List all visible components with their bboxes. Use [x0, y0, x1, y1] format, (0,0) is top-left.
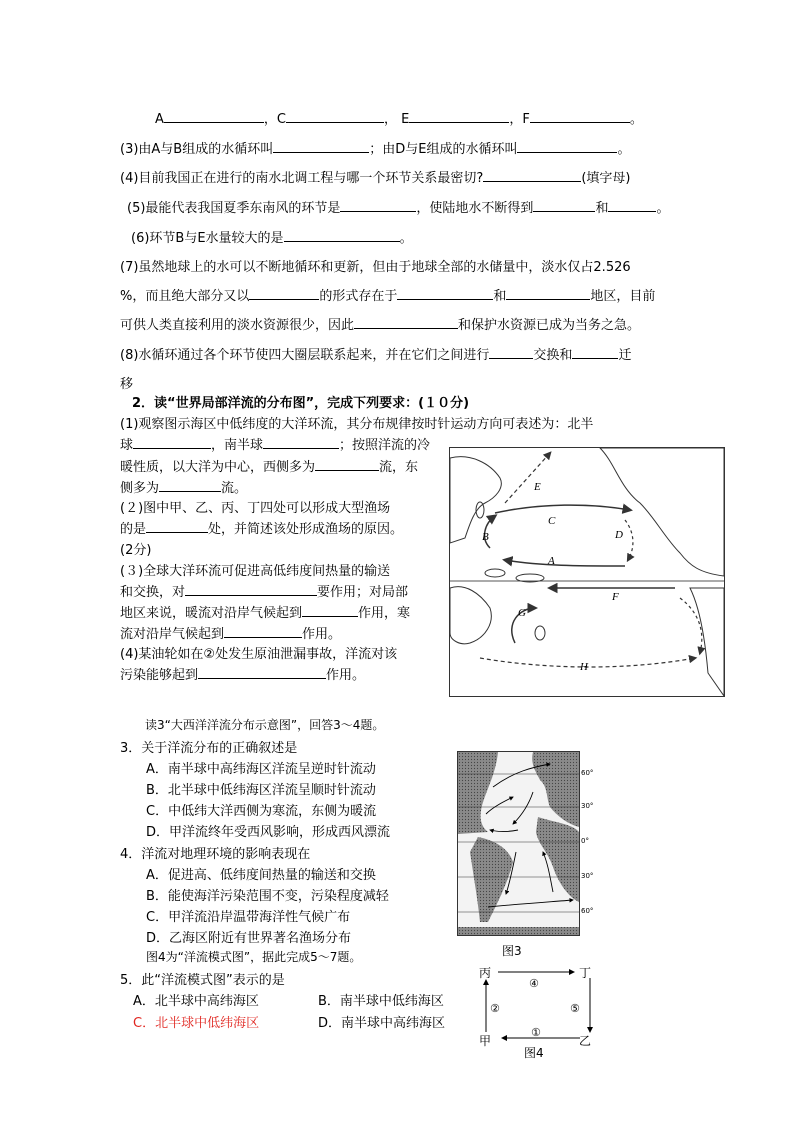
blank-7b[interactable]	[397, 287, 493, 300]
blank-5a[interactable]	[340, 199, 416, 212]
map-label-b: B	[482, 531, 489, 543]
pacific-currents-map	[449, 447, 725, 697]
q3-option-a[interactable]: A．南半球中高纬海区洋流呈逆时针流动	[146, 762, 376, 777]
lat-label: 60°	[581, 769, 594, 777]
q2-s3-line4: 流对沿岸气候起到 作用。	[120, 627, 342, 642]
current-c	[495, 505, 630, 513]
q2-s2-line3: (2分)	[120, 543, 152, 558]
blank-6[interactable]	[284, 229, 400, 242]
q2-s4-line1: (4)某油轮如在②处发生原油泄漏事故，洋流对该	[120, 647, 398, 662]
q5-option-b[interactable]: B．南半球中低纬海区	[318, 994, 444, 1009]
q5-option-a[interactable]: A．北半球中高纬海区	[133, 994, 259, 1009]
current-a	[505, 560, 625, 566]
blank-2-3b[interactable]	[302, 604, 358, 617]
blank-e[interactable]	[409, 110, 509, 123]
q4-option-c[interactable]: C．甲洋流沿岸温带海洋性气候广布	[146, 910, 351, 925]
blank-7c[interactable]	[506, 287, 590, 300]
blank-5b[interactable]	[533, 199, 595, 212]
lat-label: 30°	[581, 872, 594, 880]
q2-s2-line2: 的是 处，并简述该处形成渔场的原因。	[120, 522, 404, 537]
fig4-num-4: ④	[529, 977, 539, 990]
q1-p5: (5)最能代表我国夏季东南风的环节是 ，使陆地水不断得到 和 。	[127, 201, 670, 216]
map-label-d: D	[615, 529, 623, 541]
pacific-currents-svg	[450, 448, 724, 696]
fig4-num-1: ①	[531, 1026, 541, 1039]
q3-option-c[interactable]: C．中低纬大洋西侧为寒流，东侧为暖流	[146, 804, 377, 819]
map-label-g: G	[518, 607, 526, 619]
fig4-caption: 图4	[524, 1046, 544, 1060]
q4-option-a[interactable]: A．促进高、低纬度间热量的输送和交换	[146, 868, 376, 883]
q3-option-d[interactable]: D．甲洋流终年受西风影响，形成西风漂流	[146, 825, 391, 840]
north-america-coastline	[600, 448, 724, 576]
q4-option-b[interactable]: B．能使海洋污染范围不变，污染程度减轻	[146, 889, 389, 904]
q1-p4: (4)目前我国正在进行的南水北调工程与哪一个环节关系最密切? (填字母)	[120, 171, 631, 186]
map-label-h: H	[580, 661, 588, 673]
blank-3b[interactable]	[517, 140, 617, 153]
q3-option-b[interactable]: B．北半球中低纬海区洋流呈顺时针流动	[146, 783, 376, 798]
fig4-label-ding: 丁	[579, 966, 592, 980]
q1-p8: (8)水循环通过各个环节使四大圈层联系起来，并在它们之间进行 交换和 迁	[120, 348, 632, 363]
q2-s3-line3: 地区来说，暖流对沿岸气候起到 作用，寒	[120, 606, 411, 621]
q1-p3: (3)由A与B组成的水循环叫 ；由D与E组成的水循环叫 。	[120, 142, 631, 157]
blank-a[interactable]	[164, 110, 264, 123]
blank-c[interactable]	[286, 110, 384, 123]
q2-s1-line1: (1)观察图示海区中低纬度的大洋环流，其分布规律按时针运动方向可表述为：北半	[120, 417, 594, 432]
q2-s1-line4: 侧多为 流。	[120, 481, 248, 496]
blank-3a[interactable]	[273, 140, 369, 153]
q2-title: 2．读“世界局部洋流的分布图”，完成下列要求：(１０分)	[132, 396, 470, 411]
fig4-label-yi: 乙	[579, 1034, 592, 1048]
q4-option-d[interactable]: D．乙海区附近有世界著名渔场分布	[146, 931, 352, 946]
australia-coastline	[450, 587, 491, 644]
q1-p6: (6)环节B与E水量较大的是 。	[131, 231, 413, 246]
q1-p8-wrap: 移	[120, 377, 134, 392]
blank-2-2[interactable]	[146, 520, 208, 533]
blank-f[interactable]	[530, 110, 630, 123]
fig3-caption: 图3	[502, 944, 522, 958]
south-america-coastline	[690, 588, 724, 696]
blank-2-1c[interactable]	[315, 458, 379, 471]
map-label-a: A	[548, 555, 555, 567]
q4-stem: 4．洋流对地理环境的影响表现在	[120, 847, 311, 862]
blank-2-1d[interactable]	[159, 479, 221, 492]
atlantic-currents-svg	[458, 752, 579, 935]
q57-intro: 图4为“洋流模式图”，据此完成5～7题。	[146, 950, 362, 964]
q5-option-c[interactable]: C．北半球中低纬海区	[133, 1016, 260, 1031]
asia-coastline	[450, 457, 501, 543]
blank-2-1b[interactable]	[263, 436, 339, 449]
fig4-num-2: ②	[490, 1002, 500, 1015]
q3-stem: 3．关于洋流分布的正确叙述是	[120, 741, 298, 756]
q1-line-ace: A ，C ， E ，F 。	[155, 112, 643, 127]
island	[485, 569, 505, 577]
q2-s3-line1: (３)全球大洋环流可促进高低纬度间热量的输送	[120, 564, 391, 579]
q1-p7-line3: 可供人类直接利用的淡水资源很少，因此 和保护水资源已成为当务之急。	[120, 318, 641, 333]
q34-intro: 读3“大西洋洋流分布示意图”，回答3～4题。	[145, 718, 385, 732]
blank-2-3c[interactable]	[224, 625, 302, 638]
blank-5c[interactable]	[608, 199, 656, 212]
lat-label: 60°	[581, 907, 594, 915]
blank-8a[interactable]	[489, 346, 533, 359]
blank-7d[interactable]	[354, 316, 458, 329]
blank-7a[interactable]	[249, 287, 319, 300]
fig4-num-5: ⑤	[570, 1002, 580, 1015]
q2-s4-line2: 污染能够起到 作用。	[120, 668, 366, 683]
current-e	[505, 453, 550, 503]
blank-2-3a[interactable]	[185, 583, 317, 596]
island	[535, 626, 545, 640]
blank-2-4[interactable]	[198, 666, 326, 679]
current-model-figure	[478, 964, 598, 1060]
fig4-label-jia: 甲	[479, 1034, 492, 1048]
q5-option-d[interactable]: D．南半球中高纬海区	[318, 1016, 446, 1031]
antarctica	[458, 927, 579, 935]
blank-4[interactable]	[483, 169, 581, 182]
lat-label: 30°	[581, 802, 594, 810]
map-label-e: E	[534, 481, 541, 493]
q2-s1-line2: 球 ，南半球 ；按照洋流的冷	[120, 438, 431, 453]
blank-8b[interactable]	[572, 346, 618, 359]
q1-p7-line2: %，而且绝大部分又以 的形式存在于 和 地区，目前	[120, 289, 656, 304]
q2-s2-line1: (２)图中甲、乙、丙、丁四处可以形成大型渔场	[120, 501, 391, 516]
atlantic-currents-map	[457, 751, 594, 936]
map-label-f: F	[612, 591, 619, 603]
current-d	[625, 520, 633, 560]
blank-2-1a[interactable]	[133, 436, 211, 449]
map-label-c: C	[548, 515, 556, 527]
fig4-label-bing: 丙	[479, 966, 492, 980]
q2-s1-line3: 暖性质，以大洋为中心，西侧多为 流，东	[120, 460, 419, 475]
q2-s3-line2: 和交换，对 要作用；对局部	[120, 585, 409, 600]
q5-stem: 5．此“洋流模式图”表示的是	[120, 973, 285, 988]
q1-p7-line1: (7)虽然地球上的水可以不断地循环和更新，但由于地球全部的水储量中，淡水仅占2.526	[120, 260, 631, 275]
lat-label: 0°	[581, 837, 589, 845]
